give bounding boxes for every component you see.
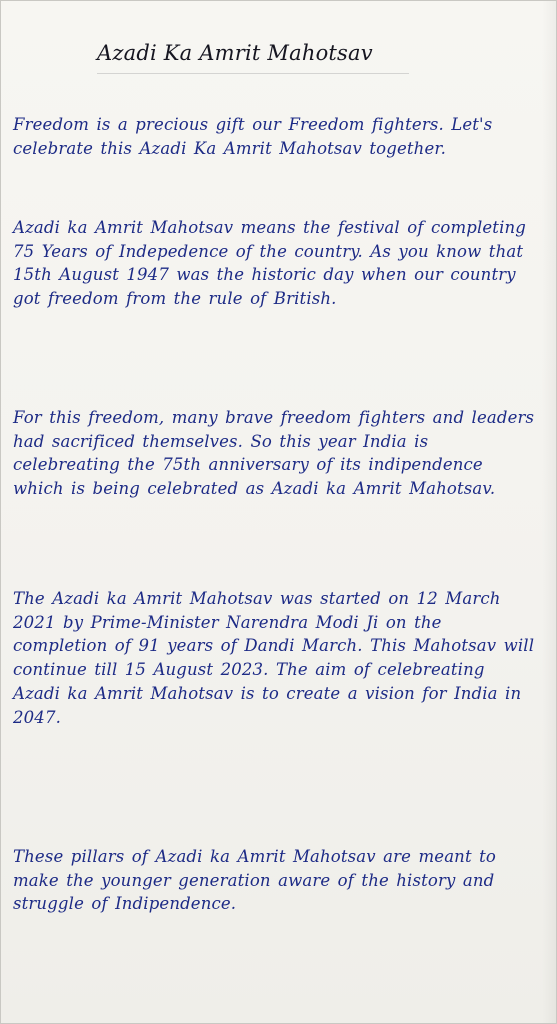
paragraph-history: The Azadi ka Amrit Mahotsav was started on 12 March 2021 by Prime-Minister Narendra Modi Ji on the completion of 91 years of Dandi March. This Mahotsav will continue till 15 August 2023. The aim of celebreating Azadi ka Amrit Mahotsav is to create a vision for India in 2047.	[13, 589, 535, 727]
page-title: Azadi Ka Amrit Mahotsav	[97, 41, 373, 65]
paragraph-sacrifice: For this freedom, many brave freedom fighters and leaders had sacrificed themselves. So this year India is celebreating the 75th anniversary of its indipendence which is being celebrated as Azadi ka Amrit Mahotsav.	[13, 408, 535, 499]
paragraph-pillars: These pillars of Azadi ka Amrit Mahotsav are meant to make the younger generation aware of the history and struggle of Indipendence.	[13, 847, 496, 914]
paper-edge-shadow	[542, 1, 556, 1024]
title-divider	[97, 73, 409, 74]
paragraph-meaning: Azadi ka Amrit Mahotsav means the festival of completing 75 Years of Indepedence of the country. As you know that 15th August 1947 was the historic day when our country got freedom from the rule of British.	[13, 218, 526, 309]
paragraph-intro: Freedom is a precious gift our Freedom fighters. Let's celebrate this Azadi Ka Amrit Mahotsav together.	[13, 115, 493, 158]
